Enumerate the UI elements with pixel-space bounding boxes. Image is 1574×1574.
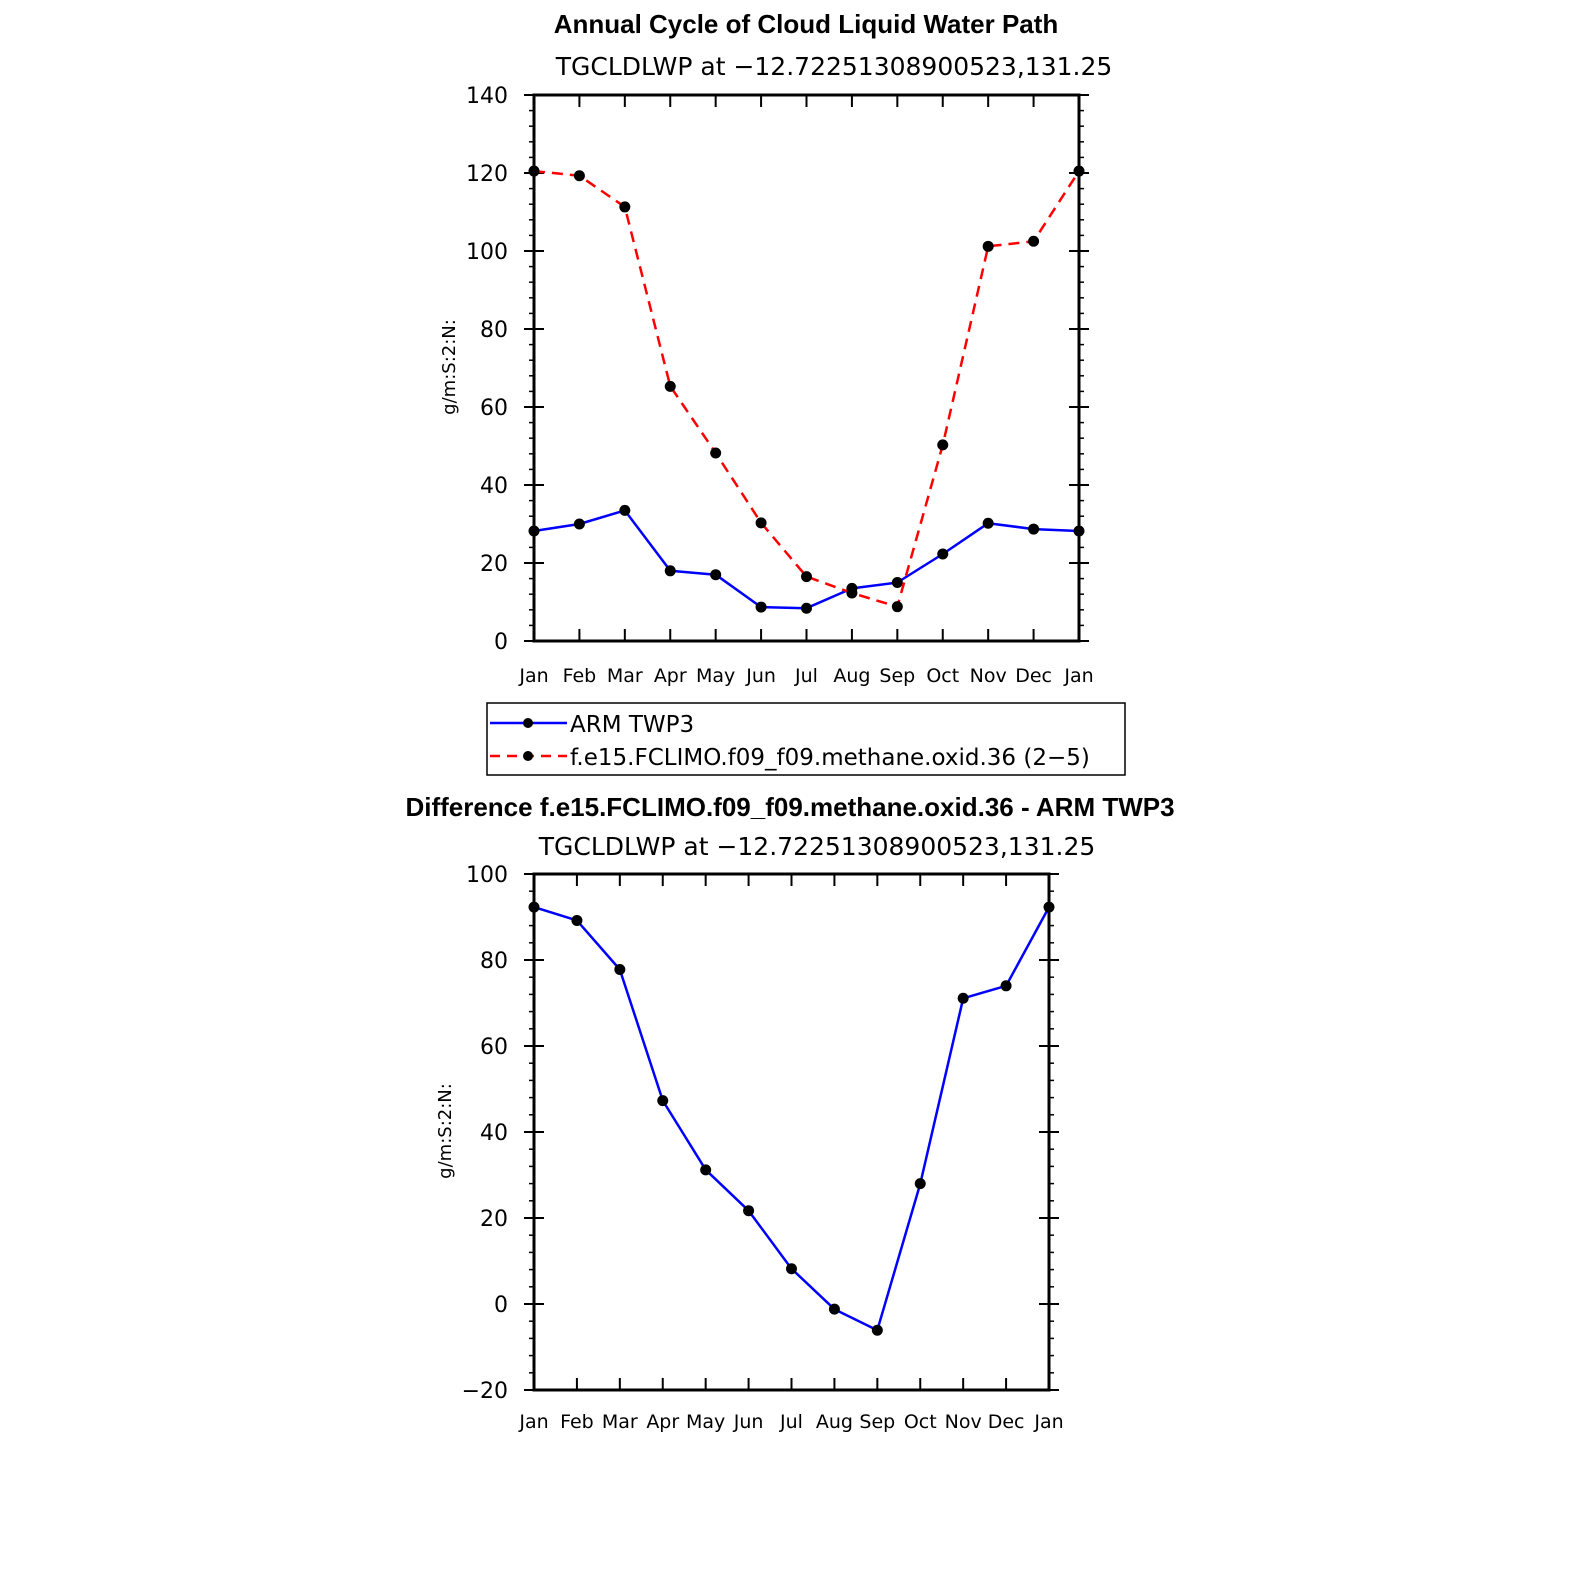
x-tick-label: Mar xyxy=(601,1411,638,1433)
x-tick-label: Aug xyxy=(815,1411,853,1433)
y-tick-label: 40 xyxy=(480,474,508,499)
data-point xyxy=(892,601,903,612)
series-line-1 xyxy=(534,171,1079,607)
y-tick-label: 60 xyxy=(480,1035,508,1060)
y-tick-label: 80 xyxy=(480,318,508,343)
data-point xyxy=(665,381,676,392)
chart-subtitle: TGCLDLWP at −12.72251308900523,131.25 xyxy=(555,52,1113,81)
data-point xyxy=(710,448,721,459)
legend-marker-model xyxy=(523,751,533,761)
y-axis-label: g/m:S:2:N: xyxy=(435,1083,456,1179)
x-tick-label: Jun xyxy=(733,1411,764,1433)
x-tick-label: Jan xyxy=(519,1411,549,1433)
data-point xyxy=(983,518,994,529)
y-tick-label: 140 xyxy=(466,84,508,109)
series-group xyxy=(529,902,1055,1336)
x-tick-label: Jul xyxy=(780,1411,803,1433)
data-point xyxy=(665,565,676,576)
x-tick-label: Mar xyxy=(606,665,643,687)
x-tick-label: Sep xyxy=(879,665,916,687)
data-point xyxy=(801,603,812,614)
data-point xyxy=(1028,236,1039,247)
y-tick-label: 60 xyxy=(480,396,508,421)
x-tick-label: Oct xyxy=(903,1411,937,1433)
data-point xyxy=(574,170,585,181)
y-tick-label: −20 xyxy=(461,1379,508,1404)
legend-label-arm: ARM TWP3 xyxy=(570,712,695,738)
y-tick-label: 40 xyxy=(480,1121,508,1146)
data-point xyxy=(846,588,857,599)
chart-subtitle: TGCLDLWP at −12.72251308900523,131.25 xyxy=(538,832,1096,861)
y-tick-label: 100 xyxy=(466,240,508,265)
y-tick-label: 0 xyxy=(494,630,508,655)
data-point xyxy=(937,549,948,560)
data-point xyxy=(915,1178,926,1189)
y-tick-label: 20 xyxy=(480,1207,508,1232)
data-point xyxy=(1028,524,1039,535)
series-group xyxy=(529,166,1085,614)
series-line-0 xyxy=(534,510,1079,608)
data-point xyxy=(958,993,969,1004)
data-point xyxy=(657,1095,668,1106)
x-tick-label: Jun xyxy=(746,665,776,687)
x-tick-label: Jan xyxy=(519,665,549,687)
plot-frame xyxy=(534,95,1079,641)
y-tick-label: 20 xyxy=(480,552,508,577)
x-tick-label: May xyxy=(696,665,736,687)
data-point xyxy=(619,505,630,516)
y-tick-label: 100 xyxy=(466,863,508,888)
data-point xyxy=(829,1304,840,1315)
y-axis-label: g/m:S:2:N: xyxy=(439,319,460,415)
x-tick-label: Jan xyxy=(1064,665,1094,687)
legend-label-model: f.e15.FCLIMO.f09_f09.methane.oxid.36 (2−5) xyxy=(570,745,1090,771)
chart-title: Difference f.e15.FCLIMO.f09_f09.methane.oxid.36 - ARM TWP3 xyxy=(405,792,1175,822)
data-point xyxy=(571,915,582,926)
data-point xyxy=(574,519,585,530)
data-point xyxy=(801,571,812,582)
data-point xyxy=(892,577,903,588)
x-tick-label: Dec xyxy=(1015,665,1052,687)
legend xyxy=(487,703,1125,775)
axes-ticks xyxy=(462,863,1064,1433)
difference-panel xyxy=(405,792,1174,1433)
x-tick-label: Feb xyxy=(560,1411,594,1433)
x-tick-label: Apr xyxy=(653,665,687,687)
data-point xyxy=(614,964,625,975)
data-point xyxy=(786,1263,797,1274)
data-point xyxy=(756,602,767,613)
x-tick-label: Aug xyxy=(833,665,871,687)
legend-marker-arm xyxy=(523,718,533,728)
x-tick-label: May xyxy=(686,1411,726,1433)
x-tick-label: Nov xyxy=(944,1411,982,1433)
x-tick-label: Oct xyxy=(926,665,960,687)
data-point xyxy=(710,569,721,580)
x-tick-label: Feb xyxy=(562,665,597,687)
data-point xyxy=(937,439,948,450)
data-point xyxy=(1001,980,1012,991)
data-point xyxy=(743,1205,754,1216)
x-tick-label: Apr xyxy=(646,1411,680,1433)
y-tick-label: 0 xyxy=(494,1293,508,1318)
annual-cycle-panel xyxy=(439,9,1125,775)
x-tick-label: Jan xyxy=(1034,1411,1064,1433)
data-point xyxy=(619,201,630,212)
x-tick-label: Dec xyxy=(987,1411,1025,1433)
data-point xyxy=(756,517,767,528)
data-point xyxy=(983,241,994,252)
plot-frame xyxy=(534,874,1049,1390)
y-tick-label: 80 xyxy=(480,949,508,974)
y-tick-label: 120 xyxy=(466,162,508,187)
x-tick-label: Sep xyxy=(859,1411,896,1433)
x-tick-label: Jul xyxy=(795,665,818,687)
data-point xyxy=(700,1164,711,1175)
chart-title: Annual Cycle of Cloud Liquid Water Path xyxy=(553,9,1059,39)
x-tick-label: Nov xyxy=(969,665,1007,687)
data-point xyxy=(872,1325,883,1336)
